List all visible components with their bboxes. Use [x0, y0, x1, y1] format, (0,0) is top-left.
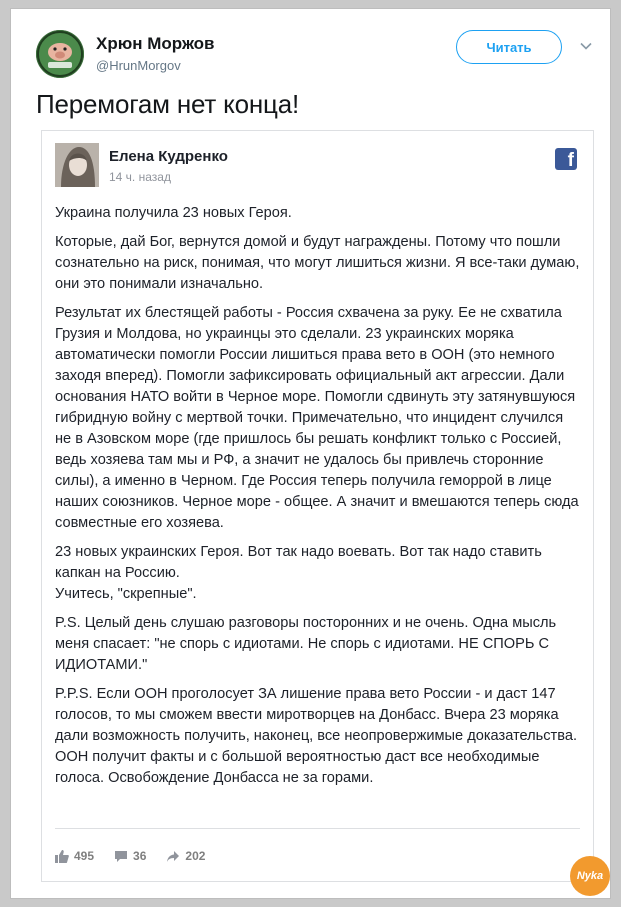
- tweet-card: [10, 8, 611, 899]
- fb-paragraph: 23 новых украинских Героя. Вот так надо воевать. Вот так надо ставить капкан на Россию. Учитесь, "скрепные".: [55, 544, 542, 602]
- comment-icon: [114, 850, 128, 863]
- fb-post-time: 14 ч. назад: [109, 170, 171, 184]
- shares-count: 202: [185, 849, 206, 863]
- chevron-down-icon[interactable]: [579, 39, 593, 53]
- avatar-image: [36, 30, 84, 78]
- fb-paragraph: P.S. Целый день слушаю разговоры посторонних и не очень. Одна мысль меня спасает: "не спорь с идиотами. Не спорь с идиотами. НЕ СПОРЬ С ИДИОТАМИ.": [55, 615, 557, 673]
- facebook-icon: [555, 148, 577, 170]
- thumbs-up-icon: [55, 850, 69, 863]
- watermark-text: Nyka: [576, 870, 604, 882]
- fb-author-avatar: [55, 143, 99, 187]
- shares-stat[interactable]: [166, 849, 205, 863]
- likes-count: 495: [74, 849, 95, 863]
- fb-author-name: Елена Кудренко: [109, 148, 228, 165]
- comments-stat[interactable]: [114, 849, 146, 863]
- fb-avatar-image: [55, 143, 99, 187]
- fb-paragraph: Которые, дай Бог, вернутся домой и будут награждены. Потому что пошли сознательно на риск, понимая, что могут лишиться жизни. Я все-таки думаю, они это понимали изначально.: [55, 234, 580, 292]
- facebook-logo-letter: f: [567, 150, 574, 171]
- fb-paragraph: Украина получила 23 новых Героя.: [55, 205, 292, 221]
- fb-post-body: [55, 203, 580, 797]
- author-name[interactable]: Хрюн Моржов: [96, 34, 215, 53]
- tweet-text: Перемогам нет конца!: [36, 89, 300, 119]
- follow-button[interactable]: Читать: [456, 30, 562, 64]
- share-icon: [166, 850, 180, 863]
- likes-stat[interactable]: [55, 849, 94, 863]
- fb-stats-bar: [55, 849, 205, 863]
- site-watermark-logo: [570, 856, 610, 896]
- author-handle[interactable]: @HrunMorgov: [96, 58, 181, 73]
- author-avatar[interactable]: [36, 30, 84, 78]
- embedded-facebook-post: [41, 130, 594, 882]
- fb-paragraph: Результат их блестящей работы - Россия схвачена за руку. Ее не схватила Грузия и Молдова, но украинцы это сделали. 23 украинских моряка автоматически помогли России лишиться права вето в ООН (это немного заходя вперед). Помогли зафиксировать официальный акт агрессии. Дали основания НАТО войти в Черное море. Помогли сдвинуть эту затянувшуюся гибридную войну с мертвой точки. Примечательно, что инцидент случился не в Азовском море (где пришлось бы решать конфликт только с Россией, ведь хозяева там мы и РФ, а значит не удалось бы привлечь сторонние силы), а именно в Черном. Где Россия теперь получила геморрой в лице наших союзников. Черное море - общее. А значит и вмешаются теперь сюда совместные его хозяева.: [55, 305, 579, 531]
- divider: [55, 828, 580, 829]
- comments-count: 36: [133, 849, 147, 863]
- fb-paragraph: P.P.S. Если ООН проголосует ЗА лишение права вето России - и даст 147 голосов, то мы сможем ввести миротворцев на Донбасс. Вчера 23 моряка дали возможность получить, наконец, все неопровержимые доказательства. ООН получит факты и с большой вероятностью даст все необходимые голоса. Освобождение Донбасса не за горами.: [55, 686, 577, 786]
